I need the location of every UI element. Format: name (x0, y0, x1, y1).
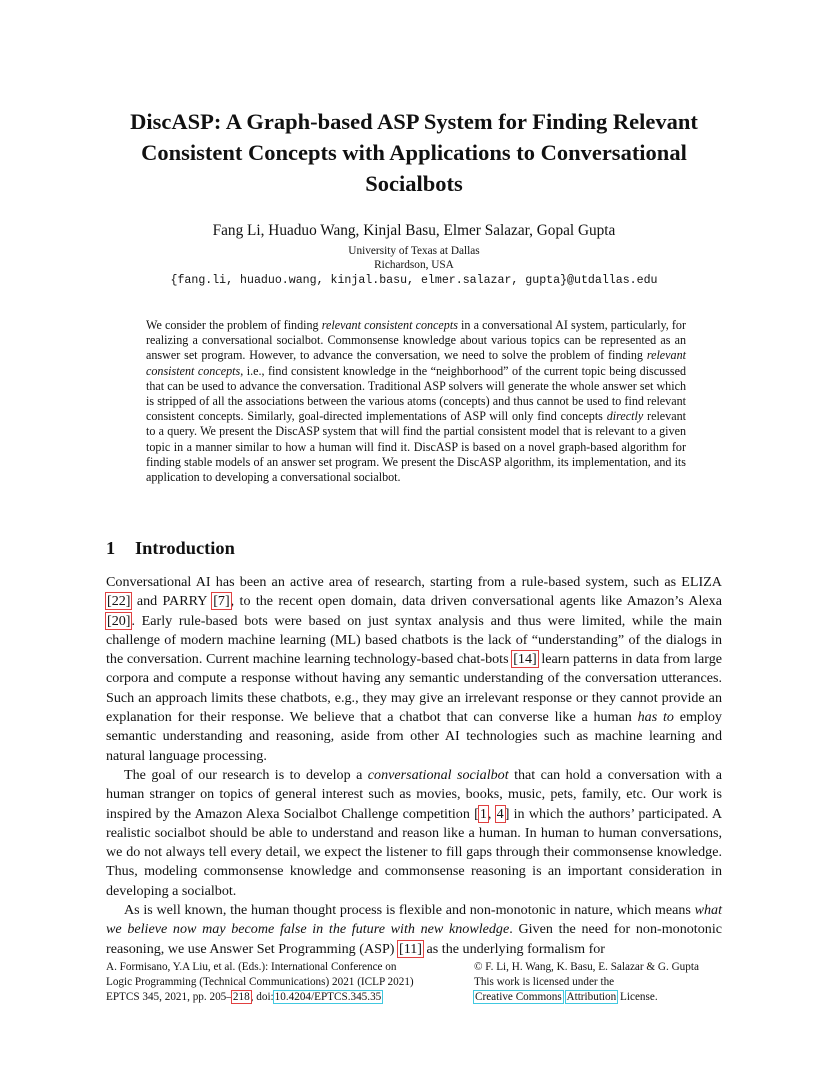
body-text: employ semantic understanding and reasoning, aside from other AI technologies such as machine learning and natural language processing. (106, 709, 722, 764)
affiliation-university: University of Texas at Dallas (348, 245, 480, 257)
abstract-text: relevant to a query. We present the DiscASP system that will find the partial consistent model that is relevant to a given topic in a manner similar to how a human will find it. DiscASP is based on a novel graph-based algorithm for finding stable models of an answer set program. We present the DiscASP algorithm, its implementation, and its application to developing a conversational socialbot. (146, 409, 686, 485)
license-footer (474, 960, 734, 1006)
abstract-text: in a conversational AI system, particularly, for realizing a conversational socialbot. Commonsense knowledge about various topics can be represented as an answer set program. However, to advance the conversation, we need to solve the problem of finding (146, 318, 687, 363)
body-paragraph (106, 766, 722, 901)
author-emails: {fang.li, huaduo.wang, kinjal.basu, elmer.salazar, gupta}@utdallas.edu (170, 274, 658, 287)
section-title: Introduction (135, 538, 235, 558)
doi-link[interactable]: 10.4204/EPTCS.345.35 (274, 991, 382, 1004)
body-text: Conversational AI has been an active area of research, starting from a rule-based system, such as ELIZA (106, 574, 722, 590)
citation-link[interactable]: 4 (496, 805, 504, 822)
abstract-paragraph (146, 318, 686, 485)
body-text: and PARRY (131, 593, 213, 610)
attribution-link[interactable]: Attribution (566, 991, 617, 1004)
publication-footer (106, 960, 446, 1006)
title-line-2: Consistent Concepts with Applications to Conversational (141, 140, 687, 165)
title-line-1: DiscASP: A Graph-based ASP System for Finding Relevant (130, 109, 698, 134)
body-emphasis: what we believe now may become false in the future with new knowledge (106, 902, 722, 938)
abstract (146, 318, 686, 485)
citation-link[interactable]: [7] (213, 593, 230, 610)
citation-link[interactable]: 1 (479, 805, 487, 822)
body-text: As is well known, the human thought process is flexible and non-monotonic in nature, which means (124, 902, 695, 919)
paper-title (90, 106, 738, 199)
body-text: learn patterns in data from large corpora and compute a response without having any semantic understanding of the conversation utterances. Such an approach limits these chatbots, e.g., they may give an irrelevant response or they cannot provide an explanation for their response. We believe that a chatbot that can converse like a human (106, 651, 722, 726)
citation-link[interactable]: [20] (107, 612, 131, 629)
footer-line: A. Formisano, Y.A Liu, et al. (Eds.): International Conference on (106, 961, 397, 973)
citation-link[interactable]: [11] (399, 940, 422, 957)
author-list: Fang Li, Huaduo Wang, Kinjal Basu, Elmer Salazar, Gopal Gupta (212, 222, 616, 239)
section-number: 1 (106, 538, 116, 558)
copyright-line: © F. Li, H. Wang, K. Basu, E. Salazar & G. Gupta (474, 961, 699, 973)
affiliation (90, 244, 738, 272)
footer-text: EPTCS 345, 2021, pp. 205– (106, 991, 232, 1004)
license-links-line (474, 990, 734, 1005)
abstract-emphasis: directly (606, 409, 644, 424)
citation-link[interactable]: [22] (107, 593, 131, 610)
body-text: The goal of our research is to develop a (124, 766, 368, 783)
last-page-link[interactable]: 218 (232, 991, 250, 1004)
title-line-3: Socialbots (365, 171, 463, 196)
body-paragraph (106, 901, 722, 959)
section-heading-introduction (106, 536, 235, 560)
affiliation-city: Richardson, USA (374, 259, 454, 271)
body-text: . Given the need for non-monotonic reasoning, we use Answer Set Programming (ASP) (106, 921, 722, 957)
abstract-emphasis: relevant consistent concepts (321, 318, 458, 332)
footer-text: License. (617, 991, 658, 1004)
body-text: ] in which the authors’ participated. A realistic socialbot should be able to understand and reason like a human. In human to human conversations, we do not always tell every detail, we expect the listener to fill gaps through their commonsense knowledge. Thus, modeling commonsense knowledge and commonsense reasoning is an important consideration in developing a socialbot. (106, 805, 723, 899)
footer-line (106, 990, 446, 1005)
body-text: . Early rule-based bots were based on just syntax analysis and thus were limited, while the main challenge of modern machine learning (ML) based chatbots is the lack of “understanding” of the dialogs in the conversation. Current machine learning technology-based chat-bots (106, 612, 722, 668)
body-paragraph (106, 573, 722, 766)
abstract-emphasis: relevant consistent concepts (146, 348, 686, 378)
license-line: This work is licensed under the (474, 976, 615, 989)
body-text: , (487, 805, 496, 822)
body-emphasis: has to (637, 709, 674, 726)
body-text: as the underlying formalism for (423, 940, 606, 957)
footer-line: Logic Programming (Technical Communications) 2021 (ICLP 2021) (106, 976, 414, 989)
footer-text: , doi: (250, 991, 274, 1004)
creative-commons-link[interactable]: Creative Commons (475, 991, 562, 1004)
citation-link[interactable]: [14] (513, 651, 537, 668)
body-text: that can hold a conversation with a human stranger on topics of general interest such as movies, books, music, pets, family, etc. Our work is inspired by the Amazon Alexa Socialbot Challenge competition [ (106, 766, 722, 822)
body-text: , to the recent open domain, data driven conversational agents like Amazon’s Alexa (230, 593, 722, 610)
abstract-text: , i.e., find consistent knowledge in the “neighborhood” of the current topic being discussed that can be used to advance the conversation. Traditional ASP solvers will generate the whole answer set which is stripped of all the associations between the various atoms (concepts) and thus cannot be used to find relevant consistent concepts. Similarly, goal-directed implementations of ASP will only find concepts (146, 363, 687, 424)
introduction-body (106, 573, 722, 959)
body-emphasis: conversational socialbot (367, 766, 509, 783)
abstract-text: We consider the problem of finding (146, 318, 322, 332)
